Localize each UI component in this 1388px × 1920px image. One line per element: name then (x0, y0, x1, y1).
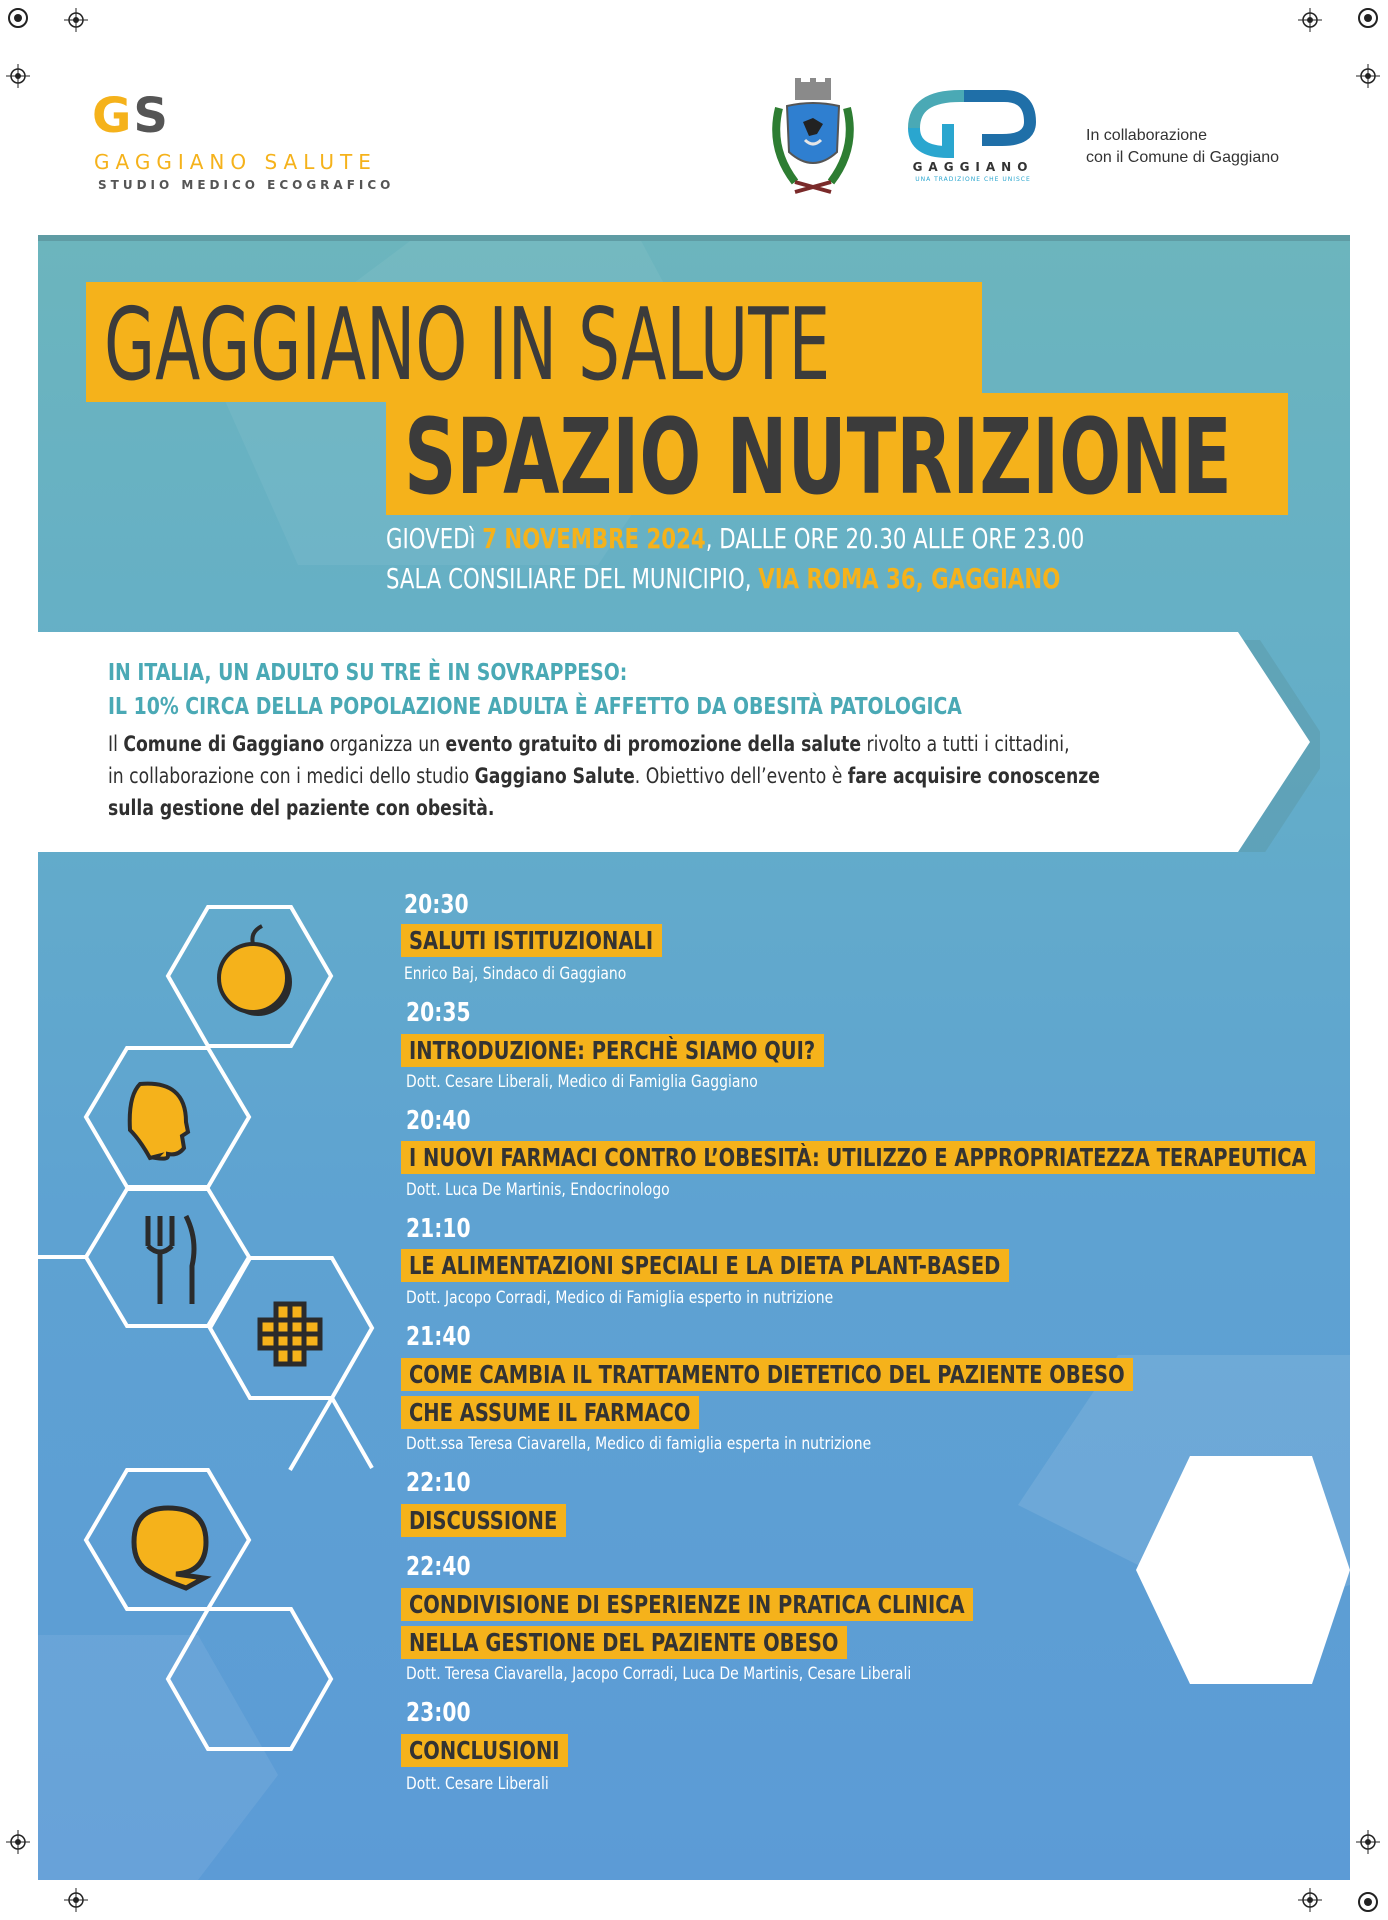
agenda-time: 22:40 (406, 1552, 471, 1582)
event-date: 7 NOVEMBRE 2024 (482, 522, 706, 555)
city-logo-tagline: UNA TRADIZIONE CHE UNISCE (915, 176, 1031, 183)
city-logo-name: GAGGIANO (912, 160, 1034, 174)
agenda-title: NELLA GESTIONE DEL PAZIENTE OBESO (401, 1626, 847, 1659)
agenda-time: 20:35 (406, 998, 471, 1028)
banner-text-bold: Gaggiano Salute (474, 764, 635, 788)
banner-text-bold: sulla gestione del paziente con obesità. (108, 796, 495, 820)
banner-headline-2: IL 10% CIRCA DELLA POPOLAZIONE ADULTA È AFFETTO DA OBESITÀ PATOLOGICA (108, 694, 962, 720)
gs-logo (92, 88, 170, 144)
registration-mark-left-top (6, 64, 30, 88)
registration-mark-right-top (1356, 64, 1380, 88)
agenda-speaker: Dott. Cesare Liberali (406, 1774, 549, 1794)
agenda-speaker: Dott. Teresa Ciavarella, Jacopo Corradi, Luca De Martinis, Cesare Liberali (406, 1664, 912, 1684)
agenda-title: I NUOVI FARMACI CONTRO L’OBESITÀ: UTILIZZO E APPROPRIATEZZA TERAPEUTICA (401, 1141, 1315, 1174)
collab-line-2: con il Comune di Gaggiano (1086, 149, 1280, 166)
logo-letter-g: G (92, 88, 134, 144)
agenda-title: CONCLUSIONI (401, 1734, 568, 1767)
banner-text: Il (108, 732, 124, 756)
event-date-line (386, 522, 1084, 555)
logo-letter-s: S (133, 88, 170, 144)
event-venue: SALA CONSILIARE DEL MUNICIPIO, (386, 562, 759, 595)
agenda-title: LE ALIMENTAZIONI SPECIALI E LA DIETA PLANT-BASED (401, 1249, 1009, 1282)
agenda-title: CONDIVISIONE DI ESPERIENZE IN PRATICA CLINICA (401, 1588, 973, 1621)
agenda-time: 20:30 (404, 890, 469, 920)
banner-text: rivolto a tutti i cittadini, (861, 732, 1070, 756)
agenda-speaker: Dott. Cesare Liberali, Medico di Famiglia Gaggiano (406, 1072, 758, 1092)
banner-headline-1: IN ITALIA, UN ADULTO SU TRE È IN SOVRAPPESO: (108, 660, 628, 686)
agenda-title: COME CAMBIA IL TRATTAMENTO DIETETICO DEL PAZIENTE OBESO (401, 1358, 1133, 1391)
event-day: GIOVEDì (386, 522, 483, 555)
agenda-title: INTRODUZIONE: PERCHÈ SIAMO QUI? (401, 1034, 824, 1067)
agenda-title: CHE ASSUME IL FARMACO (401, 1396, 699, 1429)
registration-mark-bottom-right-2 (1298, 1888, 1322, 1912)
agenda-time: 20:40 (406, 1106, 471, 1136)
registration-mark-right-bottom (1356, 1830, 1380, 1854)
registration-mark-top-right (1356, 6, 1380, 30)
agenda-speaker: Dott. Luca De Martinis, Endocrinologo (406, 1180, 670, 1200)
event-address: VIA ROMA 36, GAGGIANO (758, 562, 1061, 595)
panel-top-bar (38, 235, 1350, 241)
banner-text: in collaborazione con i medici dello studio (108, 764, 475, 788)
banner-body-line-2 (108, 764, 1100, 788)
event-time-range: , DALLE ORE 20.30 ALLE ORE 23.00 (705, 522, 1085, 555)
registration-mark-bottom-left-2 (64, 1888, 88, 1912)
title-line1: GAGGIANO IN SALUTE (104, 286, 831, 403)
agenda-time: 22:10 (406, 1468, 471, 1498)
agenda-speaker: Dott. Jacopo Corradi, Medico di Famiglia esperto in nutrizione (406, 1288, 834, 1308)
logo-tagline: STUDIO MEDICO ECOGRAFICO (98, 178, 395, 192)
agenda-title: SALUTI ISTITUZIONALI (401, 924, 662, 957)
banner-text-bold: fare acquisire conoscenze (847, 764, 1100, 788)
agenda-time: 23:00 (406, 1698, 471, 1728)
coat-of-arms-icon (765, 78, 861, 204)
banner-body-line-1 (108, 732, 1070, 756)
agenda-time: 21:40 (406, 1322, 471, 1352)
banner-text-bold: evento gratuito di promozione della salute (445, 732, 862, 756)
title-line2: SPAZIO NUTRIZIONE (404, 396, 1232, 518)
agenda-time: 21:10 (406, 1214, 471, 1244)
collaboration-note (1086, 125, 1279, 169)
banner-body-line-3 (108, 796, 494, 820)
registration-mark-top-right-2 (1298, 8, 1322, 32)
banner-text-bold: Comune di Gaggiano (123, 732, 325, 756)
logo-name: GAGGIANO SALUTE (94, 150, 377, 174)
collab-line-1: In collaborazione (1086, 127, 1207, 144)
banner-text: . Obiettivo dell’evento è (634, 764, 848, 788)
registration-mark-top-left-2 (64, 8, 88, 32)
agenda-title: DISCUSSIONE (401, 1504, 566, 1537)
registration-mark-top-left (6, 6, 30, 30)
agenda-speaker: Enrico Baj, Sindaco di Gaggiano (404, 964, 627, 984)
event-venue-line (386, 562, 1060, 595)
registration-mark-left-bottom (6, 1830, 30, 1854)
banner-text: organizza un (324, 732, 446, 756)
agenda-speaker: Dott.ssa Teresa Ciavarella, Medico di famiglia esperta in nutrizione (406, 1434, 872, 1454)
registration-mark-bottom-right (1356, 1890, 1380, 1914)
